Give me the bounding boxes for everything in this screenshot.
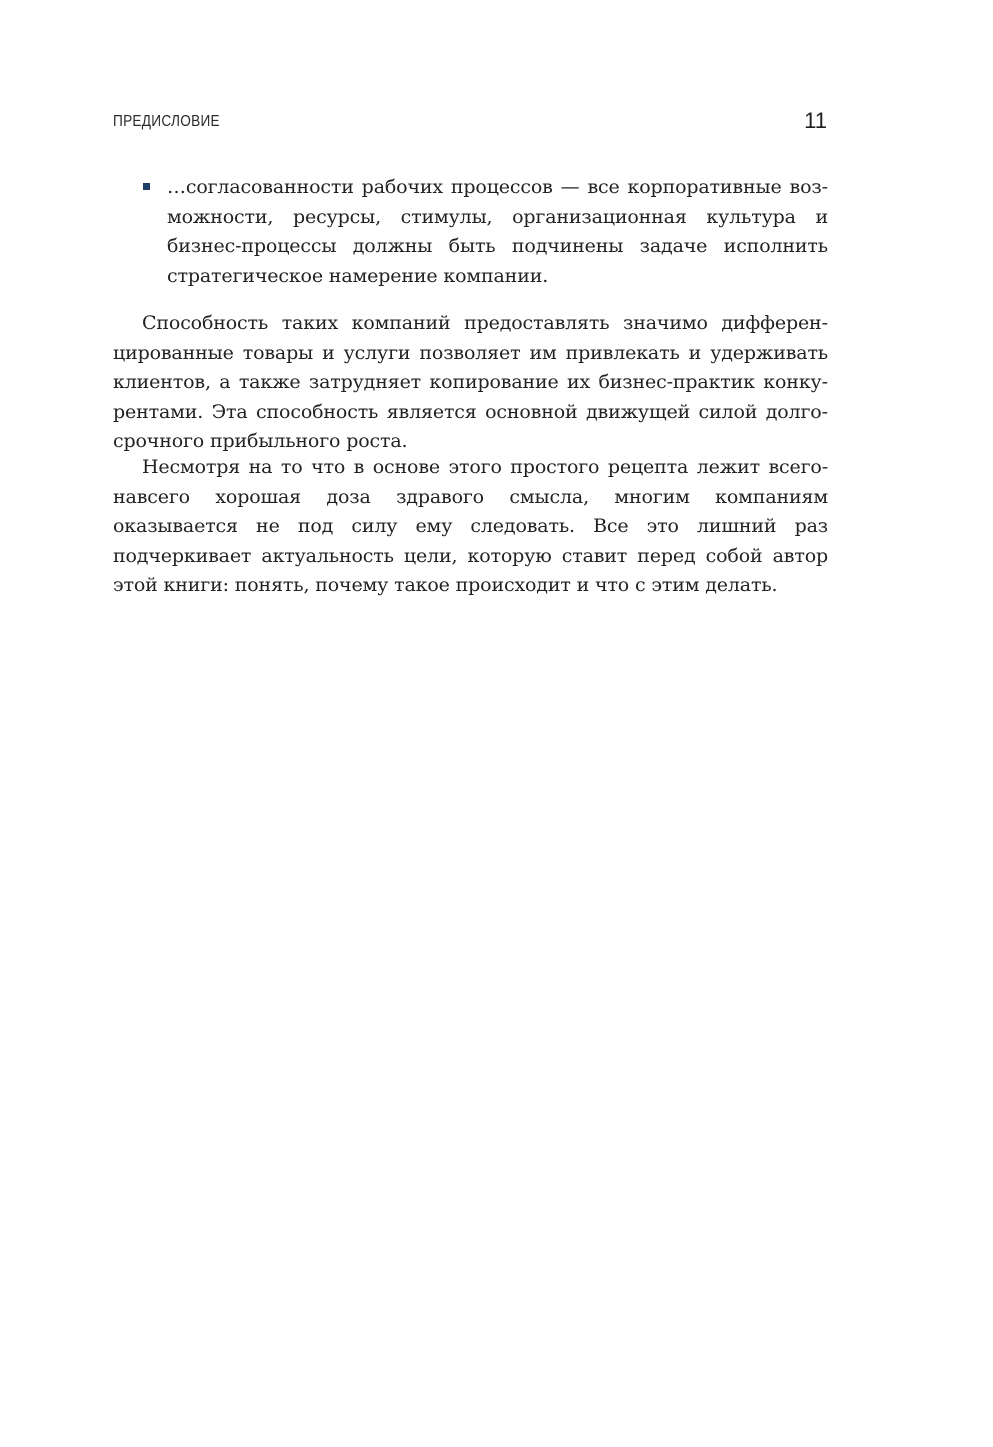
bullet-square-icon	[143, 183, 150, 190]
bullet-list-item: …согласованности рабочих процессов — все корпоративные возможности, ресурсы, стимулы, организационная культура и бизнес-процессы должны быть подчинены задаче исполнить стратегическое намерение компании.	[167, 176, 828, 287]
running-head-section-title: ПРЕДИСЛОВИЕ	[113, 113, 220, 130]
body-paragraph-1: Способность таких компаний предоставлять значимо дифференцированные товары и услуги позволяет им привлекать и удерживать клиентов, а также затрудняет копирование их бизнес-практик конкурентами. Эта способность является основной движущей силой долгосрочного прибыльного роста.	[113, 312, 828, 452]
page-number: 11	[804, 108, 827, 133]
body-paragraph-2: Несмотря на то что в основе этого простого рецепта лежит всего-навсего хорошая доза здравого смысла, многим компаниям оказывается не под силу ему следовать. Все это лишний раз подчеркивает актуальность цели, которую ставит перед собой автор этой книги: понять, почему такое происходит и что с этим делать.	[113, 456, 828, 596]
